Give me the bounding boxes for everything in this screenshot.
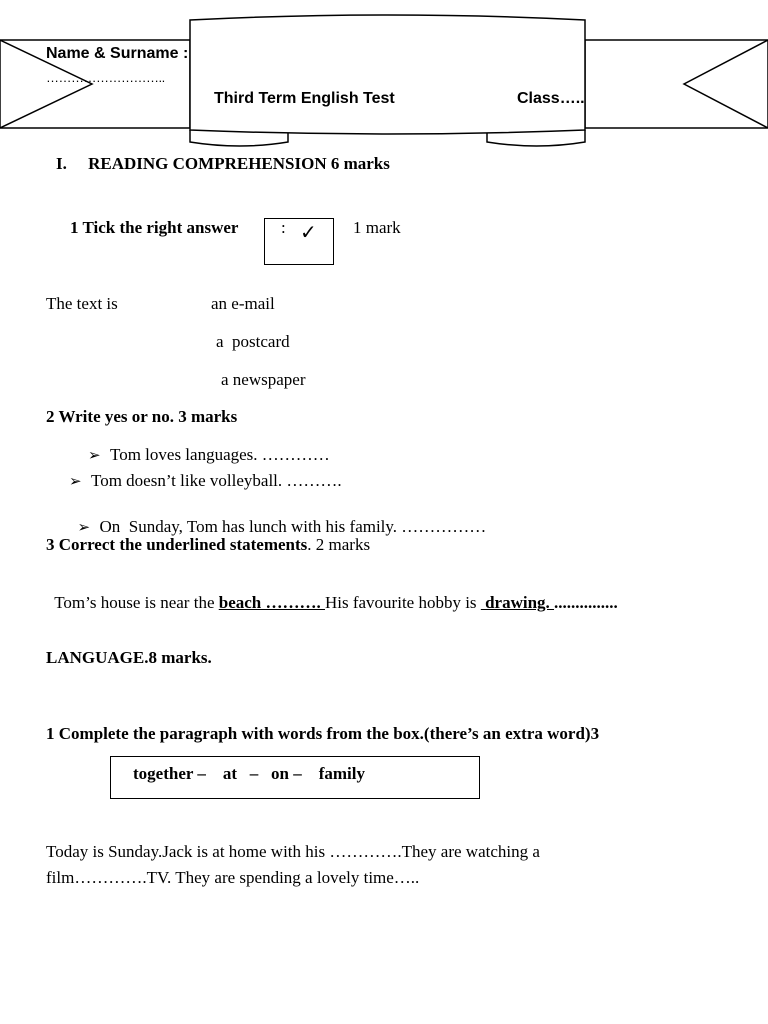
paragraph-line-2: film………….TV. They are spending a lovely time….. xyxy=(46,868,420,887)
option-email[interactable]: an e-mail xyxy=(211,294,275,313)
q2-label: 2 Write yes or no. 3 marks xyxy=(46,407,238,426)
q3-label-bold: 3 Correct the underlined statements xyxy=(46,535,308,554)
underlined-word-drawing: drawing. xyxy=(480,593,555,612)
list-item[interactable] xyxy=(69,471,342,491)
q1-label: 1 Tick the right answer xyxy=(70,218,239,237)
yes-no-statement-2: Tom doesn’t like volleyball. ………. xyxy=(91,471,342,490)
language-q1-label: 1 Complete the paragraph with words from the box.(there’s an extra word)3 xyxy=(46,724,600,743)
name-surname-label: Name & Surname : xyxy=(46,45,189,62)
reading-section-heading: I. READING COMPREHENSION 6 marks xyxy=(56,154,390,173)
paragraph-line-1: Today is Sunday.Jack is at home with his ………….They are watching a xyxy=(46,842,540,861)
answer-dots-1[interactable]: ………. xyxy=(265,593,325,612)
arrowhead-bullet-icon: ➢ xyxy=(69,472,82,490)
name-answer-dots[interactable]: ……………………….. xyxy=(46,70,165,85)
list-item[interactable] xyxy=(69,497,486,537)
statement-2-text: His favourite hobby is xyxy=(324,593,481,612)
answer-dots-2[interactable]: ............... xyxy=(554,593,618,612)
word-box-words: together – at – on – family xyxy=(133,764,365,783)
q3-label xyxy=(46,535,370,555)
class-label: Class….. xyxy=(517,90,585,107)
q1-marks: 1 mark xyxy=(353,218,401,237)
arrowhead-bullet-icon: ➢ xyxy=(88,446,101,464)
q1-colon: : xyxy=(281,218,286,237)
yes-no-statement-1: Tom loves languages. ………… xyxy=(110,445,330,464)
arrowhead-bullet-icon: ➢ xyxy=(77,518,91,536)
yes-no-statement-3: On Sunday, Tom has lunch with his family. …………… xyxy=(99,517,487,536)
option-postcard[interactable]: a postcard xyxy=(216,332,290,351)
statement-1-text: Tom’s house is near the xyxy=(54,593,219,612)
checkmark-icon: ✓ xyxy=(300,220,317,244)
option-newspaper[interactable]: a newspaper xyxy=(221,370,306,389)
language-section-heading: LANGUAGE.8 marks. xyxy=(46,648,212,667)
list-item[interactable] xyxy=(88,445,330,465)
test-title: Third Term English Test xyxy=(214,90,395,107)
tick-example-box xyxy=(264,218,334,265)
q1-prompt: The text is xyxy=(46,294,118,313)
q3-label-marks: . 2 marks xyxy=(307,535,371,554)
q3-statements xyxy=(46,573,618,613)
underlined-word-beach: beach xyxy=(218,593,266,612)
